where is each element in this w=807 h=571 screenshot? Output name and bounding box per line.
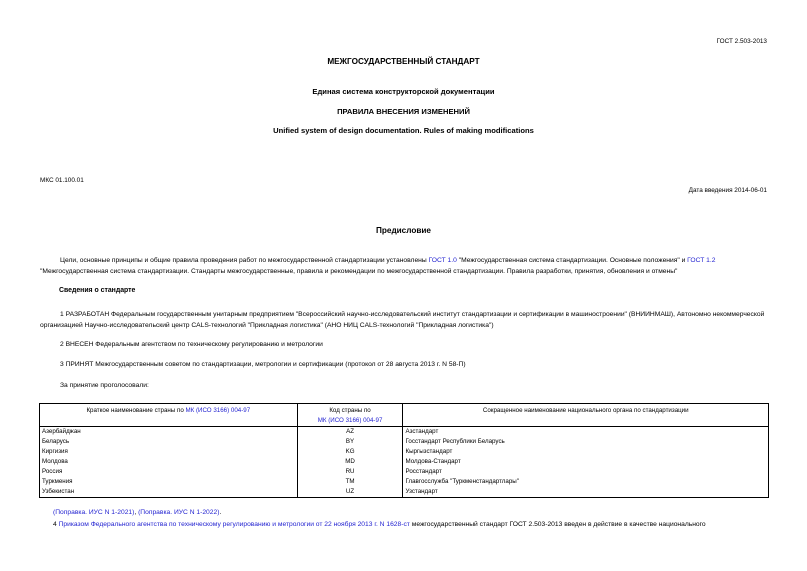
voting-countries-table (39, 403, 769, 498)
voted-label: За принятие проголосовали: (60, 382, 149, 389)
standard-info-heading: Сведения о стандарте (59, 287, 136, 294)
preface-text-end: "Межгосударственная система стандартизации. Стандарты межгосударственные, правила и рекомендации по межгосударственной стандартизации. Правила разработки, принятия, обновления и отмены" (40, 268, 678, 275)
standards-body-cell: Молдова-Стандарт (403, 457, 769, 467)
mks-code: МКС 01.100.01 (40, 177, 84, 184)
standards-body-cell: Госстандарт Республики Беларусь (403, 437, 769, 447)
standards-body-cell: Узстандарт (403, 487, 769, 498)
country-code-cell: UZ (297, 487, 403, 498)
table-row (40, 477, 769, 487)
country-code-cell: TM (297, 477, 403, 487)
table-row (40, 437, 769, 447)
mk-iso-3166-link[interactable]: МК (ИСО 3166) 004-97 (317, 417, 383, 424)
country-cell: Узбекистан (40, 487, 298, 498)
country-code-cell: RU (297, 467, 403, 477)
mk-iso-3166-link[interactable]: МК (ИСО 3166) 004-97 (185, 407, 251, 414)
country-cell: Молдова (40, 457, 298, 467)
country-code-cell: MD (297, 457, 403, 467)
preface-heading: Предисловие (376, 226, 431, 235)
amendment-2022-link[interactable]: (Поправка. ИУС N 1-2022) (138, 509, 220, 516)
preface-paragraph (40, 255, 770, 277)
standards-body-cell: Росстандарт (403, 467, 769, 477)
gost-1-2-link[interactable]: ГОСТ 1.2 (687, 257, 716, 264)
preface-text-mid: "Межгосударственная система стандартизации. Основные положения" и (456, 257, 688, 264)
table-row (40, 487, 769, 498)
item-3-adopted: 3 ПРИНЯТ Межгосударственным советом по стандартизации, метрологии и сертификации (протокол от 28 августа 2013 г. N 58-П) (60, 361, 466, 368)
country-cell: Азербайджан (40, 427, 298, 438)
amendment-2021-link[interactable]: (Поправка. ИУС N 1-2021) (53, 509, 135, 516)
country-cell: Россия (40, 467, 298, 477)
item-4-enacted: 4 Приказом Федерального агентства по техническому регулированию и метрологии от 22 ноября 2013 г. N 1628-ст межгосударственный стандарт ГОСТ 2.503-2013 введен в действие в качестве национального (53, 521, 706, 528)
preface-text-start: Цели, основные принципы и общие правила проведения работ по межгосударственной стандартизации установлены (60, 257, 429, 264)
standards-body-cell: Кыргызстандарт (403, 447, 769, 457)
standard-type-heading: МЕЖГОСУДАРСТВЕННЫЙ СТАНДАРТ (327, 57, 480, 66)
table-row (40, 427, 769, 438)
standards-body-cell: Главгосслужба "Туркменстандартлары" (403, 477, 769, 487)
rules-title: ПРАВИЛА ВНЕСЕНИЯ ИЗМЕНЕНИЙ (337, 107, 470, 116)
english-title: Unified system of design documentation. Rules of making modifications (273, 126, 534, 135)
standards-body-cell: Азстандарт (403, 427, 769, 438)
introduction-date: Дата введения 2014-06-01 (688, 187, 767, 194)
country-code-cell: AZ (297, 427, 403, 438)
table-row (40, 457, 769, 467)
item-2-introduced: 2 ВНЕСЕН Федеральным агентством по техническому регулированию и метрологии (60, 341, 323, 348)
country-code-cell: KG (297, 447, 403, 457)
header-country-code: Код страны по МК (ИСО 3166) 004-97 (297, 404, 403, 427)
order-1628-link[interactable]: Приказом Федерального агентства по техническому регулированию и метрологии от 22 ноября 2013 г. N 1628-ст (58, 521, 410, 528)
country-cell: Беларусь (40, 437, 298, 447)
item-1-developed: 1 РАЗРАБОТАН Федеральным государственным унитарным предприятием "Всероссийский научно-исследовательский институт стандартизации и сертификации в машиностроении" (ВНИИНМАШ), Автономно некоммерческой организацией Научно-исследовательский центр CALS-технологий "Прикладная логистика" (АНО НИЦ CALS-технологий "Прикладная логистика") (40, 311, 765, 329)
header-standards-body: Сокращенное наименование национального органа по стандартизации (403, 404, 769, 427)
table-row (40, 467, 769, 477)
country-cell: Киргизия (40, 447, 298, 457)
header-country-name: Краткое наименование страны по МК (ИСО 3166) 004-97 (40, 404, 298, 427)
gost-1-0-link[interactable]: ГОСТ 1.0 (428, 257, 457, 264)
document-code: ГОСТ 2.503-2013 (716, 38, 767, 45)
country-cell: Туркмения (40, 477, 298, 487)
country-code-cell: BY (297, 437, 403, 447)
amendments-line: (Поправка. ИУС N 1-2021), (Поправка. ИУС N 1-2022). (53, 509, 222, 516)
system-title: Единая система конструкторской документации (312, 87, 495, 96)
table-row (40, 447, 769, 457)
